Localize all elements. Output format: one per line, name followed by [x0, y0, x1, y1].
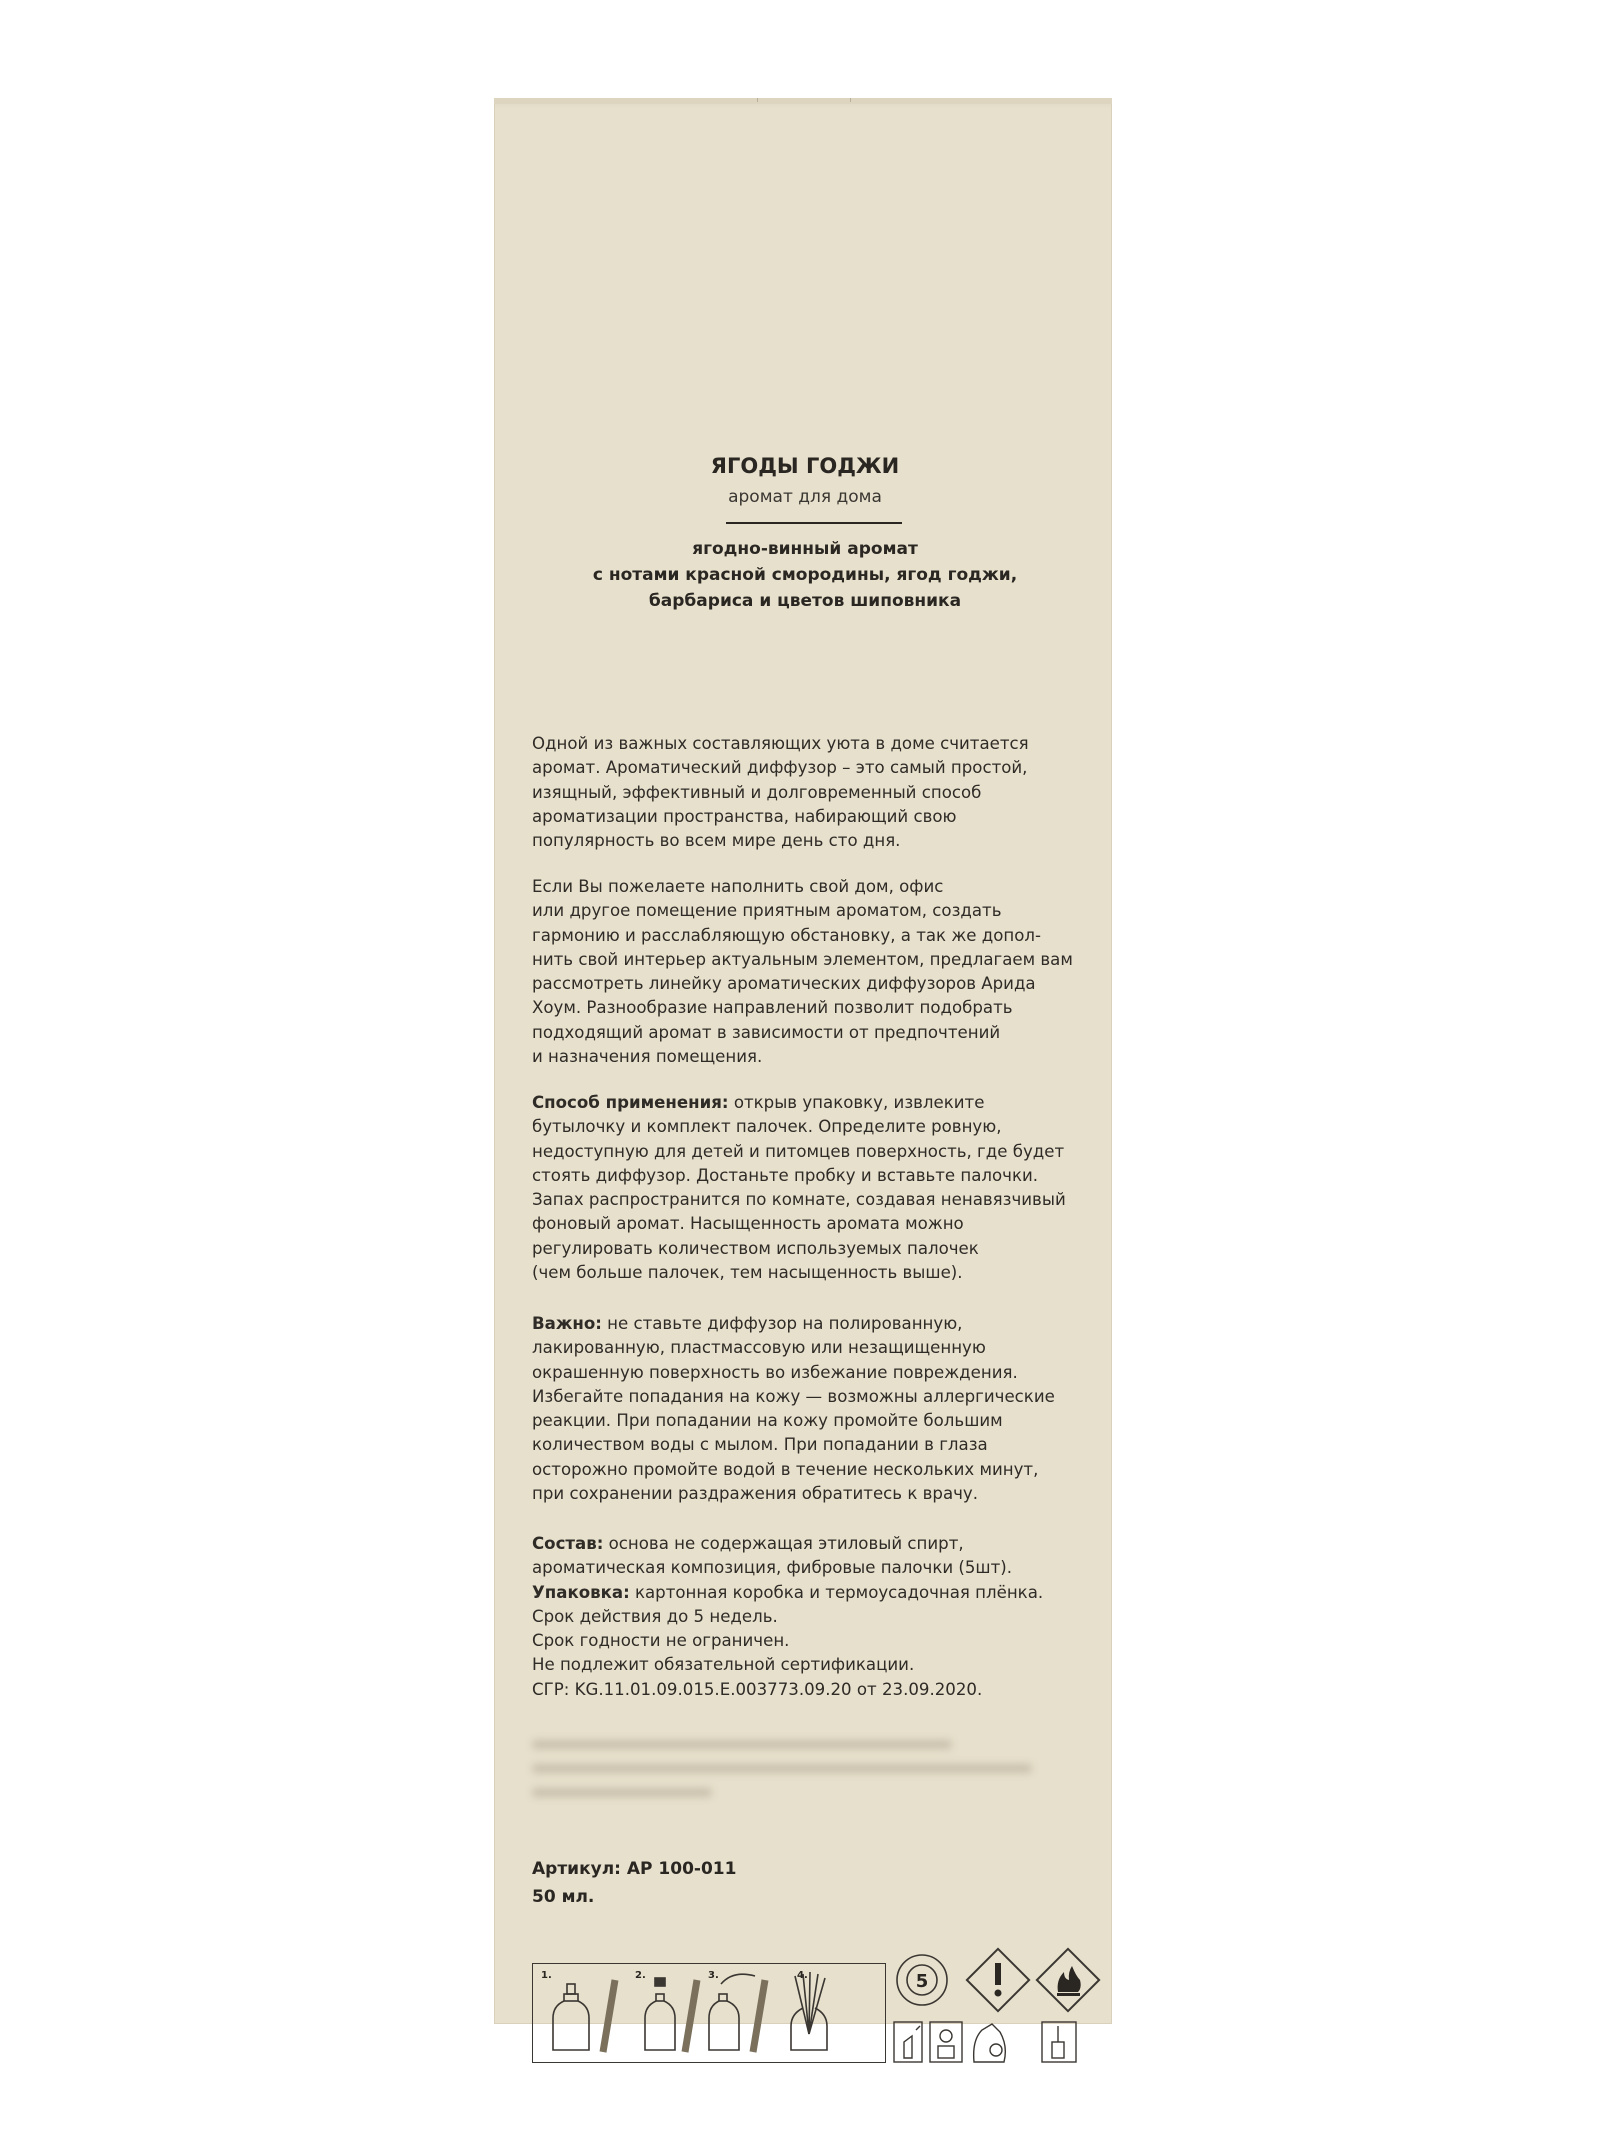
text-line: фоновый аромат. Насыщенность аромата можно [532, 1214, 964, 1234]
text-line: гармонию и расслабляющую обстановку, а так же допол- [532, 925, 1041, 945]
text-line: популярность во всем мире день сто дня. [532, 831, 901, 851]
warning-label: Важно: [532, 1314, 602, 1333]
tagline-line: барбариса и цветов шиповника [648, 591, 962, 611]
bottle-open-icon [645, 1978, 675, 2050]
text-line: Избегайте попадания на кожу — возможны аллергические [532, 1386, 1055, 1406]
text-line: стоять диффузор. Достаньте пробку и вставьте палочки. [532, 1165, 1039, 1185]
text-line: реакции. При попадании на кожу промойте большим [532, 1411, 1003, 1431]
composition-first: основа не содержащая этиловый спирт, [603, 1534, 964, 1553]
safety-symbols-graphic [892, 1946, 1112, 2076]
age-restriction-icon [897, 1955, 947, 2005]
text-line: Срок годности не ограничен. [532, 1631, 790, 1651]
article-code: Артикул: АР 100-011 [532, 1859, 737, 1879]
usage-first: открыв упаковку, извлеките [728, 1093, 985, 1112]
redacted-line [532, 1788, 712, 1797]
step-number: 1. [541, 1970, 552, 1981]
text-line [532, 1312, 1092, 1336]
text-line: бутылочку и комплект палочек. Определите ровную, [532, 1117, 1002, 1137]
title-divider [726, 522, 902, 524]
usage-label: Способ применения: [532, 1093, 729, 1112]
flammable-icon [1037, 1949, 1099, 2011]
text-line: СГР: KG.11.01.09.015.Е.003773.09.20 от 23.09.2020. [532, 1679, 983, 1699]
step-number: 4. [797, 1970, 808, 1981]
safety-symbols [892, 1946, 1112, 2076]
keep-from-pets-icon [930, 2022, 962, 2062]
sticks-icon [603, 1980, 615, 2052]
text-line: рассмотреть линейку ароматических диффузоров Арида [532, 974, 1036, 994]
intro-paragraph [532, 732, 1092, 853]
redacted-line [532, 1740, 952, 1749]
packaging-text: картонная коробка и термоусадочная плёнка. [629, 1582, 1044, 1602]
text-line [532, 1581, 1092, 1605]
text-line [532, 1532, 1092, 1556]
composition-paragraph [532, 1532, 1092, 1702]
product-title: ЯГОДЫ ГОДЖИ [710, 454, 900, 478]
text-line: лакированную, пластмассовую или незащищенную [532, 1338, 986, 1358]
article-block [532, 1855, 736, 1911]
redacted-line [532, 1764, 1032, 1773]
tagline-line: ягодно-винный аромат [692, 539, 918, 559]
composition-label: Состав: [532, 1534, 604, 1553]
offer-paragraph [532, 875, 1092, 1069]
text-line: при сохранении раздражения обратитесь к врачу. [532, 1484, 979, 1504]
warning-first: не ставьте диффузор на полированную, [601, 1314, 963, 1333]
text-line: или другое помещение приятным ароматом, создать [532, 901, 1002, 921]
text-line: Одной из важных составляющих уюта в доме считается [532, 734, 1029, 753]
tagline-line: с нотами красной смородины, ягод годжи, [592, 565, 1018, 585]
age-badge-number: 5 [915, 1971, 929, 1992]
text-line: аромат. Ароматический диффузор – это самый простой, [532, 758, 1028, 778]
step-number: 3. [708, 1970, 719, 1981]
text-line: регулировать количеством используемых палочек [532, 1238, 979, 1258]
sticks-icon [753, 1980, 765, 2052]
text-line: Не подлежит обязательной сертификации. [532, 1655, 915, 1675]
text-line: осторожно промойте водой в течение нескольких минут, [532, 1459, 1039, 1479]
bottle-insert-icon [709, 1974, 755, 2050]
usage-paragraph [532, 1091, 1092, 1285]
text-line: ароматизации пространства, набирающий свою [532, 806, 957, 826]
text-line: (чем больше палочек, тем насыщенность выше). [532, 1263, 963, 1283]
text-line: и назначения помещения. [532, 1047, 763, 1067]
text-line: изящный, эффективный и долговременный способ [532, 782, 982, 802]
product-box [494, 98, 1112, 2024]
packaging-label: Упаковка: [532, 1582, 630, 1602]
step-number: 2. [635, 1970, 646, 1981]
text-line: Хоум. Разнообразие направлений позволит подобрать [532, 998, 1013, 1018]
box-notch [757, 98, 851, 102]
text-line: окрашенную поверхность во избежание повреждения. [532, 1362, 1018, 1382]
redacted-manufacturer-info [532, 1730, 1072, 1812]
text-line: подходящий аромат в зависимости от предпочтений [532, 1022, 1001, 1042]
sticks-icon [685, 1980, 697, 2052]
bottle-closed-icon [553, 1984, 589, 2050]
steps-illustration [533, 1964, 885, 2062]
text-line [532, 1091, 1092, 1115]
do-not-ingest-icon [974, 2024, 1006, 2062]
storage-temperature-icon [1042, 2022, 1076, 2062]
product-subtitle: аромат для дома [728, 487, 882, 507]
text-line: нить свой интерьер актуальным элементом, предлагаем вам [532, 949, 1073, 969]
text-line: количеством воды с мылом. При попадании в глаза [532, 1435, 988, 1455]
text-line: Срок действия до 5 недель. [532, 1606, 778, 1626]
product-tagline [524, 536, 1086, 614]
text-line: недоступную для детей и питомцев поверхность, где будет [532, 1141, 1065, 1161]
diffuser-with-sticks-icon [791, 1972, 827, 2050]
exclamation-hazard-icon [967, 1949, 1029, 2011]
text-line: ароматическая композиция, фибровые палочки (5шт). [532, 1558, 1013, 1578]
usage-steps-pictogram [532, 1963, 886, 2063]
article-volume: 50 мл. [532, 1887, 595, 1907]
text-line: Если Вы пожелаете наполнить свой дом, офис [532, 877, 944, 896]
keep-from-children-icon [894, 2022, 922, 2062]
text-line: Запах распространится по комнате, создавая ненавязчивый [532, 1190, 1066, 1210]
warning-paragraph [532, 1312, 1092, 1506]
